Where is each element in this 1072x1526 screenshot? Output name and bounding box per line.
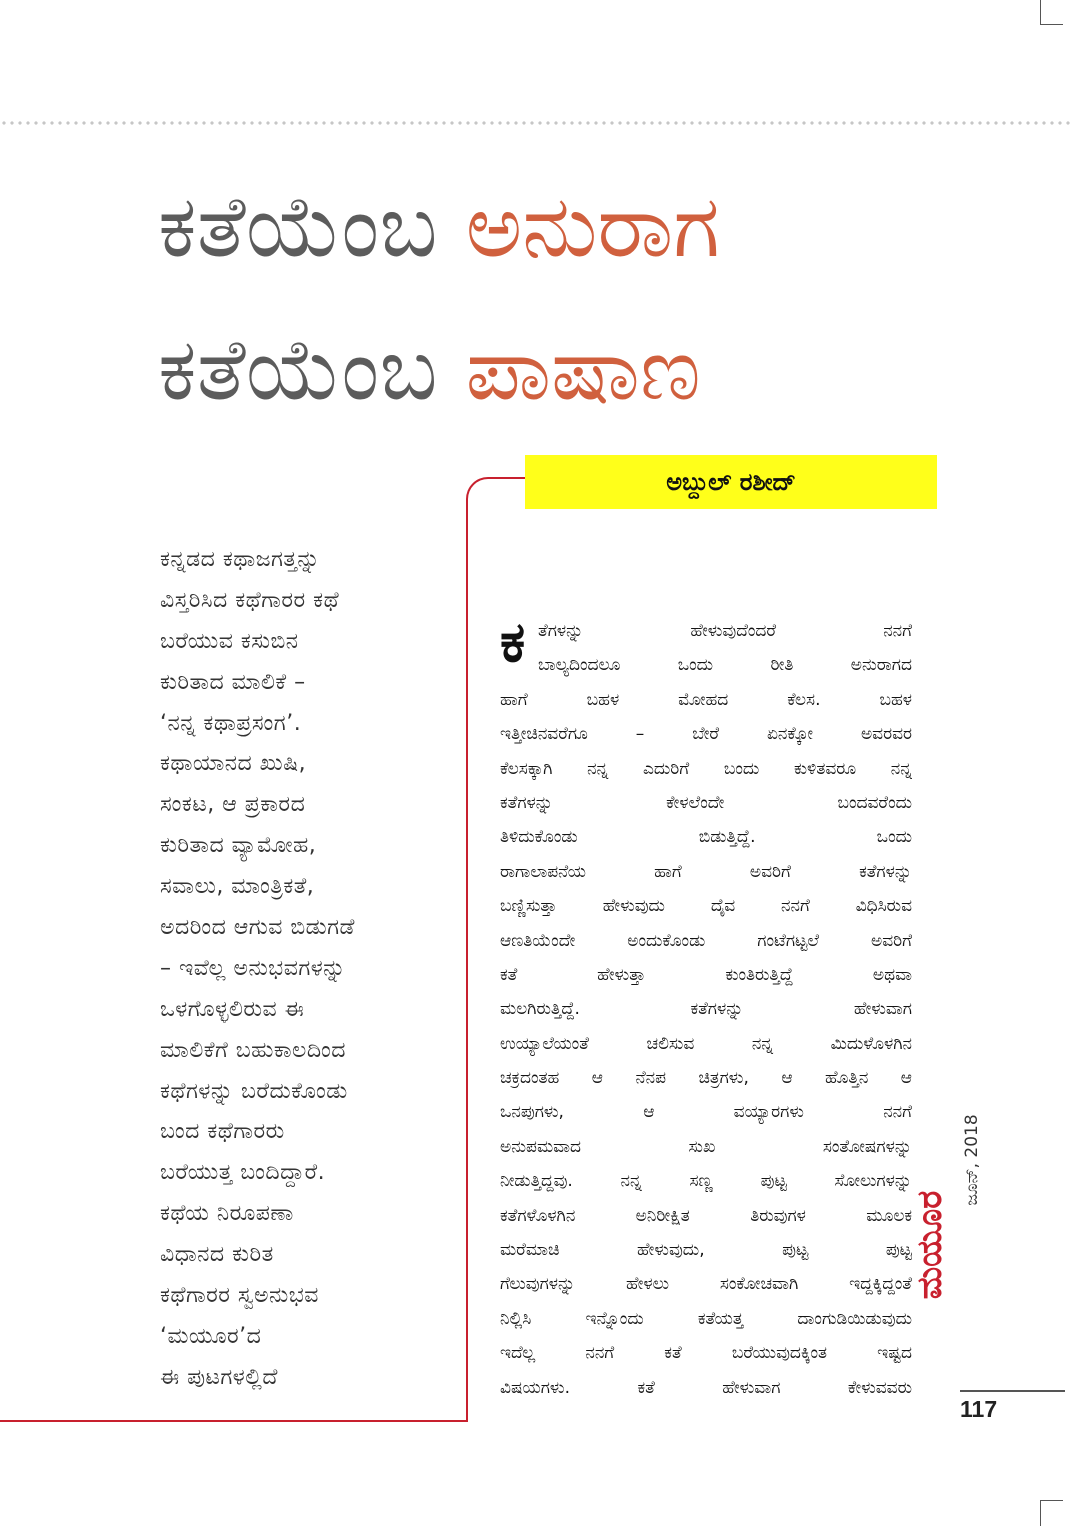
intro-line: ಕಥಾಯಾನದ ಖುಷಿ,: [160, 751, 307, 777]
intro-line: ಅದರಿಂದ ಆಗುವ ಬಿಡುಗಡೆ: [160, 915, 355, 941]
page-number: 117: [960, 1396, 998, 1422]
article-line: ನೀಡುತ್ತಿದ್ದವು. ನನ್ನ ಸಣ್ಣ ಪುಟ್ಟ ಸೋಲುಗಳನ್ನು: [500, 1171, 912, 1192]
article-line: ಕತೆಗಳೊಳಗಿನ ಅನಿರೀಕ್ಷಿತ ತಿರುವುಗಳ ಮೂಲಕ: [500, 1205, 912, 1226]
crop-mark-top-right: [1040, 0, 1063, 25]
article-line: ಮಲಗಿರುತ್ತಿದ್ದೆ. ಕತೆಗಳನ್ನು ಹೇಳುವಾಗ: [500, 999, 912, 1020]
frame-rule-corner: [466, 477, 490, 501]
article-line: ತೆಗಳನ್ನು ಹೇಳುವುದೆಂದರೆ ನನಗೆ: [538, 621, 912, 641]
article-line: ಮರೆಮಾಚಿ ಹೇಳುವುದು, ಪುಟ್ಟ ಪುಟ್ಟ: [500, 1240, 912, 1261]
article-line: ಕತೆ ಹೇಳುತ್ತಾ ಕುಂತಿರುತ್ತಿದ್ದೆ ಅಥವಾ: [500, 964, 912, 985]
headline-line-1-grey: ಕತೆಯೆಂಬ: [158, 177, 438, 277]
dotted-divider: [0, 121, 1072, 125]
article-line: ನಿಲ್ಲಿಸಿ ಇನ್ನೊಂದು ಕತೆಯತ್ತ ದಾಂಗುಡಿಯಿಡುವುದು: [500, 1308, 912, 1329]
article-line: ಬಾಲ್ಯದಿಂದಲೂ ಒಂದು ರೀತಿ ಅನುರಾಗದ: [538, 655, 912, 676]
intro-line: ‘ನನ್ನ ಕಥಾಪ್ರಸಂಗ’.: [160, 710, 302, 736]
headline-line-1: [158, 177, 720, 277]
article-line: ಗೆಲುವುಗಳನ್ನು ಹೇಳಲು ಸಂಕೋಚವಾಗಿ ಇದ್ದಕ್ಕಿದ್ದಂತೆ: [500, 1274, 912, 1295]
headline-line-1-orange: ಅನುರಾಗ: [465, 177, 720, 277]
intro-line: ಕುರಿತಾದ ಮಾಲಿಕೆ –: [160, 669, 306, 695]
frame-rule-bottom: [0, 1420, 468, 1422]
headline-line-2: [158, 320, 701, 420]
frame-rule-vertical: [466, 499, 468, 1422]
intro-line: ಕಥೆಯ ನಿರೂಪಣಾ: [160, 1201, 294, 1227]
frame-rule-top: [488, 477, 525, 479]
headline-line-2-orange: ಪಾಷಾಣ: [465, 320, 701, 420]
article-line: ಆಣತಿಯೆಂದೇ ಅಂದುಕೊಂಡು ಗಂಟೆಗಟ್ಟಲೆ ಅವರಿಗೆ: [500, 930, 912, 951]
page-number-rule: [960, 1390, 1065, 1392]
intro-line: ಕುರಿತಾದ ವ್ಯಾಮೋಹ,: [160, 833, 317, 859]
article-body: [500, 610, 912, 1405]
intro-line: ಬಂದ ಕಥೆಗಾರರು: [160, 1119, 285, 1145]
article-line: ವಿಷಯಗಳು. ಕತೆ ಹೇಳುವಾಗ ಕೇಳುವವರು: [500, 1377, 912, 1398]
intro-line: ಸವಾಲು, ಮಾಂತ್ರಿಕತೆ,: [160, 874, 315, 900]
magazine-name: ಮಯೂರ: [910, 1190, 950, 1300]
intro-line: ಕಥೆಗಳನ್ನು ಬರೆದುಕೊಂಡು: [160, 1078, 348, 1104]
intro-line: ವಿಸ್ತರಿಸಿದ ಕಥೆಗಾರರ ಕಥೆ: [160, 587, 340, 613]
intro-line: ಸಂಕಟ, ಆ ಪ್ರಕಾರದ: [160, 792, 306, 818]
intro-line: ಬರೆಯುತ್ತ ಬಂದಿದ್ದಾರೆ.: [160, 1160, 326, 1186]
intro-line: ಮಾಲಿಕೆಗೆ ಬಹುಕಾಲದಿಂದ: [160, 1037, 346, 1063]
issue-date: ಜೂನ್, 2018: [962, 1114, 982, 1206]
intro-line: ‘ಮಯೂರ’ದ: [160, 1323, 262, 1349]
headline-line-2-grey: ಕತೆಯೆಂಬ: [158, 320, 438, 420]
article-line: ಉಯ್ಯಾಲೆಯಂತೆ ಚಲಿಸುವ ನನ್ನ ಮಿದುಳೊಳಗಿನ: [500, 1033, 912, 1054]
intro-line: ಈ ಪುಟಗಳಲ್ಲಿದೆ: [160, 1364, 278, 1390]
article-line: ಒನಪುಗಳು, ಆ ವಯ್ಯಾರಗಳು ನನಗೆ: [500, 1102, 912, 1123]
article-line: ಇದೆಲ್ಲ ನನಗೆ ಕತೆ ಬರೆಯುವುದಕ್ಕಿಂತ ಇಷ್ಟದ: [500, 1343, 912, 1364]
article-line: ಅನುಪಮವಾದ ಸುಖ ಸಂತೋಷಗಳನ್ನು: [500, 1136, 912, 1157]
intro-line: ಕಥೆಗಾರರ ಸ್ವಅನುಭವ: [160, 1283, 319, 1309]
article-line: ತಿಳಿದುಕೊಂಡು ಬಿಡುತ್ತಿದ್ದೆ. ಒಂದು: [500, 827, 912, 848]
article-line: ಬಣ್ಣಿಸುತ್ತಾ ಹೇಳುವುದು ದೈವ ನನಗೆ ವಿಧಿಸಿರುವ: [500, 896, 912, 917]
intro-line: ಒಳಗೊಳ್ಳಲಿರುವ ಈ: [160, 996, 305, 1022]
intro-line: ವಿಧಾನದ ಕುರಿತ: [160, 1242, 274, 1268]
intro-line: – ಇವೆಲ್ಲ ಅನುಭವಗಳನ್ನು: [160, 955, 346, 981]
intro-column: [160, 540, 460, 1399]
crop-mark-bottom-right: [1040, 1500, 1063, 1526]
article-line: ಕೆಲಸಕ್ಕಾಗಿ ನನ್ನ ಎದುರಿಗೆ ಬಂದು ಕುಳಿತವರೂ ನನ್ನ: [500, 758, 912, 779]
article-line: ಇತ್ತೀಚಿನವರೆಗೂ – ಬೇರೆ ಏನಕ್ಕೋ ಅವರವರ: [500, 724, 912, 745]
author-byline: ಅಬ್ದುಲ್ ರಶೀದ್: [525, 455, 937, 509]
intro-line: ಬರೆಯುವ ಕಸುಬಿನ: [160, 628, 299, 654]
article-line: ಚಕ್ರದಂತಹ ಆ ನೆನಪ ಚಿತ್ರಗಳು, ಆ ಹೊತ್ತಿನ ಆ: [500, 1068, 912, 1089]
article-line: ಕತೆಗಳನ್ನು ಕೇಳಲೆಂದೇ ಬಂದವರೆಂದು: [500, 792, 912, 813]
intro-line: ಕನ್ನಡದ ಕಥಾಜಗತ್ತನ್ನು: [160, 547, 321, 572]
article-line: ಹಾಗೆ ಬಹಳ ಮೋಹದ ಕೆಲಸ. ಬಹಳ: [500, 689, 912, 710]
article-line: ರಾಗಾಲಾಪನೆಯ ಹಾಗೆ ಅವರಿಗೆ ಕತೆಗಳನ್ನು: [500, 861, 912, 882]
drop-cap: ಕ: [500, 610, 526, 675]
